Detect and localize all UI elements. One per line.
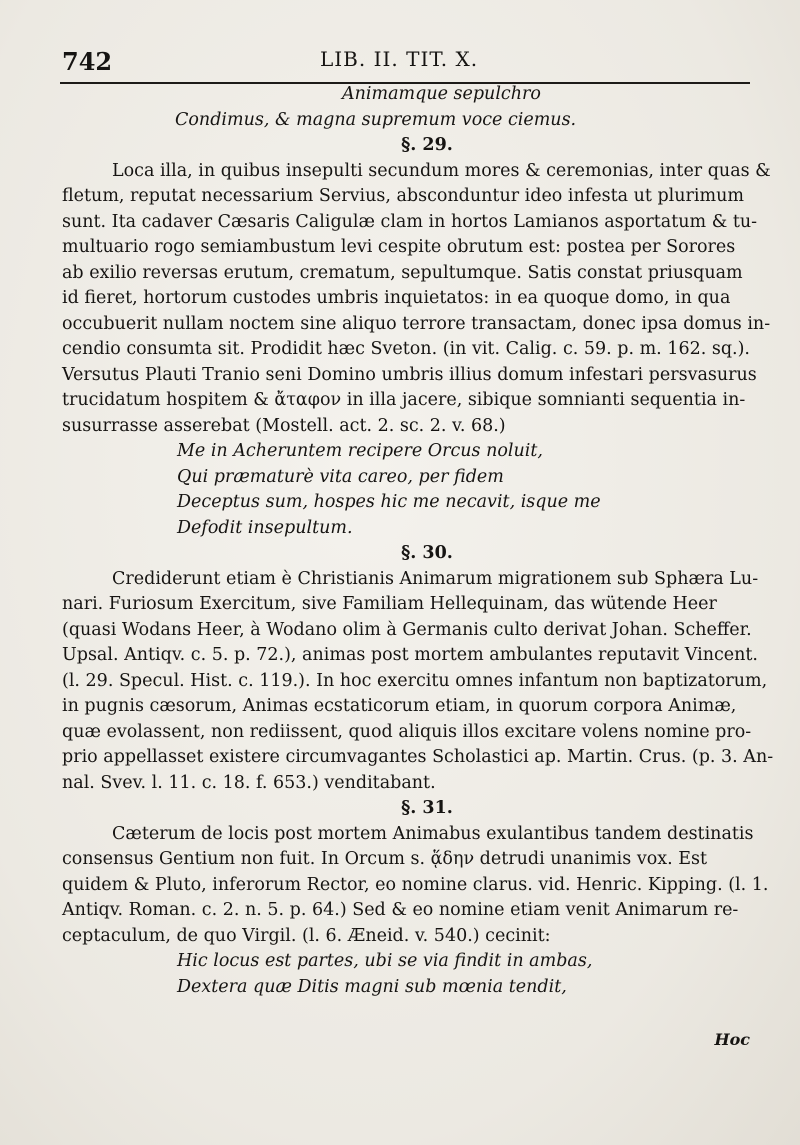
running-head: LIB. II. TIT. X. (320, 47, 479, 71)
text-line: prio appellasset existere circumvagantes Scholastici ap. Martin. Crus. (p. 3. An- (62, 747, 774, 767)
text-line: consensus Gentium non fuit. In Orcum s. ᾅδην detrudi unanimis vox. Est (62, 849, 708, 869)
text-line: quæ evolassent, non rediissent, quod aliquis illos excitare volens nomine pro- (62, 721, 752, 742)
catchword: Hoc (714, 1030, 750, 1049)
text-line: Defodit insepultum. (177, 517, 353, 538)
text-line: Deceptus sum, hospes hic me necavit, isque me (177, 492, 601, 512)
text-line: Cæterum de locis post mortem Animabus exulantibus tandem destinatis (112, 823, 754, 844)
text-line: occubuerit nullam noctem sine aliquo terrore transactam, donec ipsa domus in- (62, 313, 771, 334)
text-line: sunt. Ita cadaver Cæsaris Caligulæ clam in hortos Lamianos asportatum & tu- (62, 211, 758, 232)
text-line: susurrasse asserebat (Mostell. act. 2. sc. 2. v. 68.) (62, 415, 506, 436)
text-line: Me in Acheruntem recipere Orcus noluit, (177, 441, 543, 461)
text-line: Hic locus est partes, ubi se via findit in ambas, (177, 951, 593, 971)
text-line: Condimus, & magna supremum voce ciemus. (175, 109, 577, 130)
text-line: quidem & Pluto, inferorum Rector, eo nomine clarus. vid. Henric. Kipping. (l. 1. (62, 874, 769, 895)
text-line: nal. Svev. l. 11. c. 18. f. 653.) venditabant. (62, 772, 436, 793)
text-line: in pugnis cæsorum, Animas ecstaticorum etiam, in quorum corpora Animæ, (62, 696, 737, 716)
text-line: §. 31. (401, 798, 453, 818)
text-line: Crediderunt etiam è Christianis Animarum migrationem sub Sphæra Lu- (112, 568, 759, 589)
text-line: ceptaculum, de quo Virgil. (l. 6. Æneid. v. 540.) cecinit: (62, 925, 551, 946)
text-line: Upsal. Antiqv. c. 5. p. 72.), animas post mortem ambulantes reputavit Vincent. (62, 645, 758, 665)
text-line: Antiqv. Roman. c. 2. n. 5. p. 64.) Sed & eo nomine etiam venit Animarum re- (62, 900, 739, 920)
text-line: Qui præmaturè vita careo, per fidem (177, 466, 504, 487)
text-line: cendio consumta sit. Prodidit hæc Sveton. (in vit. Calig. c. 59. p. m. 162. sq.). (62, 339, 750, 359)
text-line: Loca illa, in quibus insepulti secundum mores & ceremonias, inter quas & (112, 160, 771, 181)
text-line: §. 30. (401, 543, 453, 563)
text-line: fletum, reputat necessarium Servius, absconduntur ideo infesta ut plurimum (62, 186, 744, 206)
text-line: trucidatum hospitem & ἄταφον in illa jacere, sibique somnianti sequentia in- (62, 390, 746, 410)
text-line: Dextera quæ Ditis magni sub mœnia tendit, (177, 976, 567, 997)
text-line: id fieret, hortorum custodes umbris inquietatos: in ea quoque domo, in qua (62, 288, 731, 308)
text-line: §. 29. (401, 135, 453, 155)
text-line: (quasi Wodans Heer, à Wodano olim à Germanis culto derivat Johan. Scheffer. (62, 619, 752, 640)
text-line: Animamque sepulchro (342, 84, 541, 104)
text-line: (l. 29. Specul. Hist. c. 119.). In hoc exercitu omnes infantum non baptizatorum, (62, 670, 768, 691)
text-line: ab exilio reversas erutum, crematum, sepultumque. Satis constat priusquam (62, 262, 743, 283)
body-text (62, 82, 774, 1000)
text-line: multuario rogo semiambustum levi cespite obrutum est: postea per Sorores (62, 237, 736, 257)
page-number: 742 (62, 47, 113, 76)
text-line: Versutus Plauti Tranio seni Domino umbris illius domum infestari persvasurus (62, 364, 757, 385)
text-line: nari. Furiosum Exercitum, sive Familiam Hellequinam, das wütende Heer (62, 594, 717, 614)
